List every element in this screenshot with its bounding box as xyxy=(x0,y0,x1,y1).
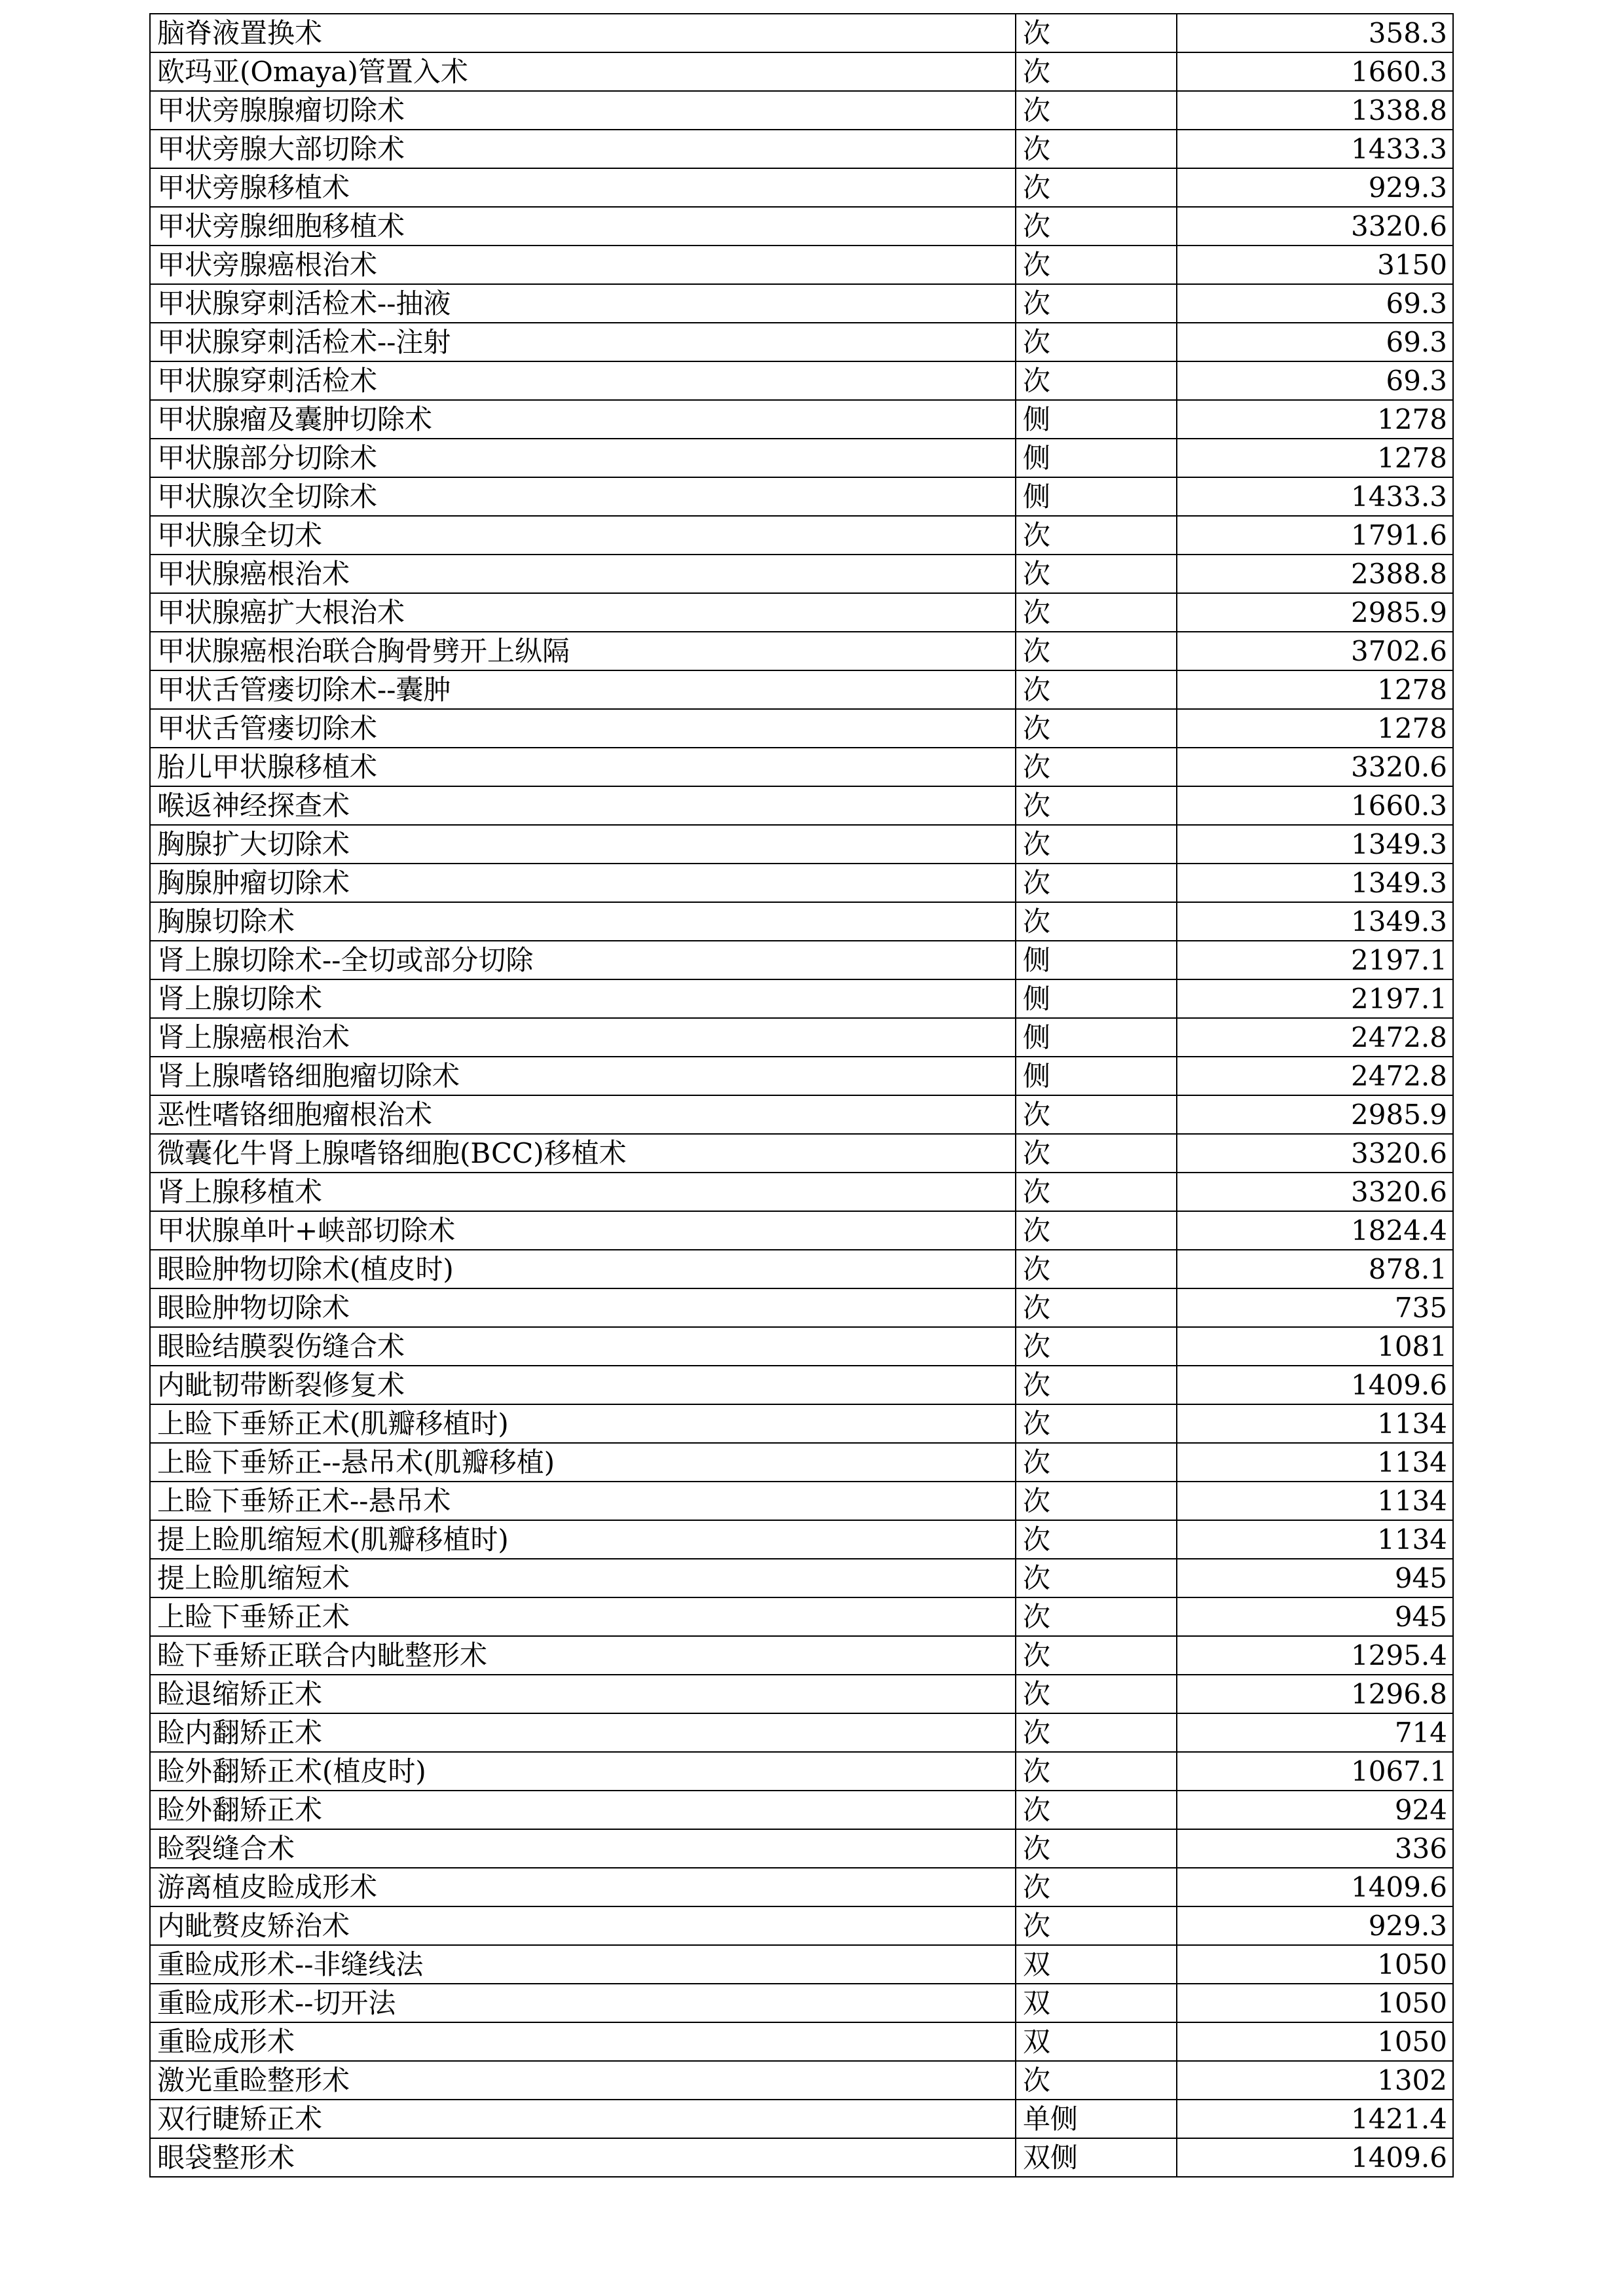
procedure-name-cell: 恶性嗜铬细胞瘤根治术 xyxy=(150,1095,1016,1134)
unit-cell: 次 xyxy=(1016,1173,1177,1211)
table-row xyxy=(150,555,1453,593)
procedure-name-cell: 重睑成形术--切开法 xyxy=(150,1984,1016,2022)
unit-cell: 次 xyxy=(1016,52,1177,91)
price-cell: 3150 xyxy=(1177,246,1453,284)
unit-cell: 侧 xyxy=(1016,439,1177,477)
table-row xyxy=(150,786,1453,825)
table-row xyxy=(150,1366,1453,1404)
procedure-name-cell: 睑外翻矫正术(植皮时) xyxy=(150,1752,1016,1791)
procedure-name-cell: 眼睑结膜裂伤缝合术 xyxy=(150,1327,1016,1366)
procedure-name-cell: 眼袋整形术 xyxy=(150,2138,1016,2177)
procedure-name-cell: 睑裂缝合术 xyxy=(150,1829,1016,1868)
table-row xyxy=(150,670,1453,709)
procedure-name-cell: 睑下垂矫正联合内眦整形术 xyxy=(150,1636,1016,1675)
unit-cell: 双侧 xyxy=(1016,2138,1177,2177)
price-cell: 1134 xyxy=(1177,1443,1453,1482)
table-row xyxy=(150,1057,1453,1095)
procedure-name-cell: 甲状腺部分切除术 xyxy=(150,439,1016,477)
price-cell: 1409.6 xyxy=(1177,1366,1453,1404)
procedure-name-cell: 欧玛亚(Omaya)管置入术 xyxy=(150,52,1016,91)
unit-cell: 次 xyxy=(1016,709,1177,748)
procedure-name-cell: 胎儿甲状腺移植术 xyxy=(150,748,1016,786)
unit-cell: 次 xyxy=(1016,902,1177,941)
price-cell: 1296.8 xyxy=(1177,1675,1453,1713)
unit-cell: 次 xyxy=(1016,1482,1177,1520)
unit-cell: 次 xyxy=(1016,207,1177,246)
unit-cell: 次 xyxy=(1016,748,1177,786)
procedure-name-cell: 肾上腺移植术 xyxy=(150,1173,1016,1211)
table-row xyxy=(150,207,1453,246)
procedure-name-cell: 重睑成形术--非缝线法 xyxy=(150,1945,1016,1984)
procedure-name-cell: 上睑下垂矫正术(肌瓣移植时) xyxy=(150,1404,1016,1443)
table-row xyxy=(150,1675,1453,1713)
unit-cell: 次 xyxy=(1016,670,1177,709)
table-row xyxy=(150,361,1453,400)
procedure-name-cell: 激光重睑整形术 xyxy=(150,2061,1016,2100)
procedure-name-cell: 甲状腺单叶+峡部切除术 xyxy=(150,1211,1016,1250)
price-cell: 1349.3 xyxy=(1177,864,1453,902)
unit-cell: 次 xyxy=(1016,516,1177,555)
price-cell: 1134 xyxy=(1177,1482,1453,1520)
table-row xyxy=(150,323,1453,361)
table-row xyxy=(150,477,1453,516)
procedure-name-cell: 甲状腺穿刺活检术 xyxy=(150,361,1016,400)
unit-cell: 侧 xyxy=(1016,979,1177,1018)
unit-cell: 次 xyxy=(1016,864,1177,902)
procedure-name-cell: 内眦赘皮矫治术 xyxy=(150,1906,1016,1945)
price-cell: 2985.9 xyxy=(1177,593,1453,632)
price-table xyxy=(149,13,1454,2178)
unit-cell: 次 xyxy=(1016,1520,1177,1559)
table-row xyxy=(150,593,1453,632)
price-cell: 1421.4 xyxy=(1177,2100,1453,2138)
price-cell: 1791.6 xyxy=(1177,516,1453,555)
table-row xyxy=(150,1404,1453,1443)
procedure-name-cell: 微囊化牛肾上腺嗜铬细胞(BCC)移植术 xyxy=(150,1134,1016,1173)
price-cell: 714 xyxy=(1177,1713,1453,1752)
table-row xyxy=(150,1984,1453,2022)
price-cell: 1278 xyxy=(1177,439,1453,477)
table-row xyxy=(150,632,1453,670)
unit-cell: 次 xyxy=(1016,130,1177,168)
price-cell: 69.3 xyxy=(1177,361,1453,400)
table-row xyxy=(150,1945,1453,1984)
table-row xyxy=(150,1327,1453,1366)
procedure-name-cell: 甲状舌管瘘切除术 xyxy=(150,709,1016,748)
table-row xyxy=(150,1211,1453,1250)
unit-cell: 次 xyxy=(1016,1597,1177,1636)
unit-cell: 次 xyxy=(1016,246,1177,284)
price-cell: 1433.3 xyxy=(1177,130,1453,168)
unit-cell: 次 xyxy=(1016,1906,1177,1945)
table-row xyxy=(150,246,1453,284)
unit-cell: 次 xyxy=(1016,284,1177,323)
procedure-name-cell: 甲状腺穿刺活检术--注射 xyxy=(150,323,1016,361)
price-cell: 924 xyxy=(1177,1791,1453,1829)
price-cell: 69.3 xyxy=(1177,323,1453,361)
procedure-name-cell: 游离植皮睑成形术 xyxy=(150,1868,1016,1906)
unit-cell: 次 xyxy=(1016,1404,1177,1443)
unit-cell: 双 xyxy=(1016,1945,1177,1984)
price-cell: 2472.8 xyxy=(1177,1018,1453,1057)
table-row xyxy=(150,1095,1453,1134)
unit-cell: 次 xyxy=(1016,1095,1177,1134)
unit-cell: 次 xyxy=(1016,14,1177,52)
unit-cell: 侧 xyxy=(1016,1018,1177,1057)
procedure-name-cell: 上睑下垂矫正术--悬吊术 xyxy=(150,1482,1016,1520)
price-cell: 1278 xyxy=(1177,670,1453,709)
table-row xyxy=(150,941,1453,979)
unit-cell: 次 xyxy=(1016,1791,1177,1829)
unit-cell: 次 xyxy=(1016,1636,1177,1675)
price-cell: 1067.1 xyxy=(1177,1752,1453,1791)
procedure-name-cell: 甲状旁腺移植术 xyxy=(150,168,1016,207)
unit-cell: 次 xyxy=(1016,361,1177,400)
price-cell: 1134 xyxy=(1177,1520,1453,1559)
price-cell: 3702.6 xyxy=(1177,632,1453,670)
unit-cell: 次 xyxy=(1016,1559,1177,1597)
unit-cell: 次 xyxy=(1016,323,1177,361)
procedure-name-cell: 甲状腺癌根治术 xyxy=(150,555,1016,593)
unit-cell: 次 xyxy=(1016,1675,1177,1713)
procedure-name-cell: 肾上腺切除术--全切或部分切除 xyxy=(150,941,1016,979)
table-row xyxy=(150,2100,1453,2138)
unit-cell: 次 xyxy=(1016,1868,1177,1906)
unit-cell: 次 xyxy=(1016,593,1177,632)
procedure-name-cell: 肾上腺嗜铬细胞瘤切除术 xyxy=(150,1057,1016,1095)
table-row xyxy=(150,1791,1453,1829)
unit-cell: 次 xyxy=(1016,1713,1177,1752)
procedure-name-cell: 胸腺肿瘤切除术 xyxy=(150,864,1016,902)
procedure-name-cell: 甲状腺瘤及囊肿切除术 xyxy=(150,400,1016,439)
price-table-body xyxy=(150,14,1453,2177)
procedure-name-cell: 眼睑肿物切除术(植皮时) xyxy=(150,1250,1016,1288)
procedure-name-cell: 甲状旁腺细胞移植术 xyxy=(150,207,1016,246)
price-cell: 1050 xyxy=(1177,2022,1453,2061)
table-row xyxy=(150,1018,1453,1057)
unit-cell: 次 xyxy=(1016,1327,1177,1366)
table-row xyxy=(150,1520,1453,1559)
unit-cell: 次 xyxy=(1016,1134,1177,1173)
table-row xyxy=(150,91,1453,130)
price-cell: 2197.1 xyxy=(1177,979,1453,1018)
table-row xyxy=(150,400,1453,439)
procedure-name-cell: 睑退缩矫正术 xyxy=(150,1675,1016,1713)
procedure-name-cell: 提上睑肌缩短术 xyxy=(150,1559,1016,1597)
table-row xyxy=(150,1134,1453,1173)
price-cell: 3320.6 xyxy=(1177,1134,1453,1173)
price-cell: 1278 xyxy=(1177,709,1453,748)
table-row xyxy=(150,864,1453,902)
price-cell: 1660.3 xyxy=(1177,52,1453,91)
procedure-name-cell: 重睑成形术 xyxy=(150,2022,1016,2061)
procedure-name-cell: 甲状腺癌扩大根治术 xyxy=(150,593,1016,632)
table-row xyxy=(150,168,1453,207)
procedure-name-cell: 甲状腺癌根治联合胸骨劈开上纵隔 xyxy=(150,632,1016,670)
procedure-name-cell: 胸腺切除术 xyxy=(150,902,1016,941)
table-row xyxy=(150,1636,1453,1675)
unit-cell: 次 xyxy=(1016,555,1177,593)
unit-cell: 次 xyxy=(1016,1752,1177,1791)
procedure-name-cell: 肾上腺切除术 xyxy=(150,979,1016,1018)
table-row xyxy=(150,825,1453,864)
price-cell: 2985.9 xyxy=(1177,1095,1453,1134)
table-row xyxy=(150,979,1453,1018)
unit-cell: 单侧 xyxy=(1016,2100,1177,2138)
unit-cell: 次 xyxy=(1016,632,1177,670)
table-row xyxy=(150,1713,1453,1752)
table-row xyxy=(150,130,1453,168)
price-cell: 1081 xyxy=(1177,1327,1453,1366)
procedure-name-cell: 睑外翻矫正术 xyxy=(150,1791,1016,1829)
table-row xyxy=(150,516,1453,555)
table-row xyxy=(150,748,1453,786)
table-row xyxy=(150,1597,1453,1636)
table-row xyxy=(150,1829,1453,1868)
procedure-name-cell: 喉返神经探查术 xyxy=(150,786,1016,825)
procedure-name-cell: 眼睑肿物切除术 xyxy=(150,1288,1016,1327)
unit-cell: 次 xyxy=(1016,1443,1177,1482)
procedure-name-cell: 甲状旁腺大部切除术 xyxy=(150,130,1016,168)
unit-cell: 侧 xyxy=(1016,400,1177,439)
procedure-name-cell: 甲状舌管瘘切除术--囊肿 xyxy=(150,670,1016,709)
table-row xyxy=(150,2022,1453,2061)
procedure-name-cell: 上睑下垂矫正--悬吊术(肌瓣移植) xyxy=(150,1443,1016,1482)
unit-cell: 次 xyxy=(1016,825,1177,864)
price-cell: 1050 xyxy=(1177,1984,1453,2022)
table-row xyxy=(150,1288,1453,1327)
procedure-name-cell: 甲状腺全切术 xyxy=(150,516,1016,555)
price-cell: 1302 xyxy=(1177,2061,1453,2100)
price-cell: 1278 xyxy=(1177,400,1453,439)
table-row xyxy=(150,14,1453,52)
procedure-name-cell: 甲状旁腺癌根治术 xyxy=(150,246,1016,284)
procedure-name-cell: 甲状腺次全切除术 xyxy=(150,477,1016,516)
unit-cell: 次 xyxy=(1016,2061,1177,2100)
unit-cell: 次 xyxy=(1016,1829,1177,1868)
price-cell: 1824.4 xyxy=(1177,1211,1453,1250)
unit-cell: 次 xyxy=(1016,1366,1177,1404)
unit-cell: 次 xyxy=(1016,786,1177,825)
unit-cell: 双 xyxy=(1016,1984,1177,2022)
price-cell: 1349.3 xyxy=(1177,902,1453,941)
price-cell: 358.3 xyxy=(1177,14,1453,52)
price-cell: 929.3 xyxy=(1177,168,1453,207)
procedure-name-cell: 提上睑肌缩短术(肌瓣移植时) xyxy=(150,1520,1016,1559)
price-cell: 1409.6 xyxy=(1177,1868,1453,1906)
table-row xyxy=(150,1250,1453,1288)
procedure-name-cell: 胸腺扩大切除术 xyxy=(150,825,1016,864)
unit-cell: 侧 xyxy=(1016,1057,1177,1095)
unit-cell: 侧 xyxy=(1016,941,1177,979)
unit-cell: 次 xyxy=(1016,1250,1177,1288)
table-row xyxy=(150,439,1453,477)
table-row xyxy=(150,1752,1453,1791)
table-row xyxy=(150,2138,1453,2177)
table-row xyxy=(150,709,1453,748)
table-row xyxy=(150,1868,1453,1906)
price-cell: 336 xyxy=(1177,1829,1453,1868)
price-cell: 929.3 xyxy=(1177,1906,1453,1945)
price-cell: 69.3 xyxy=(1177,284,1453,323)
table-row xyxy=(150,2061,1453,2100)
table-row xyxy=(150,1559,1453,1597)
price-cell: 945 xyxy=(1177,1597,1453,1636)
price-cell: 3320.6 xyxy=(1177,207,1453,246)
price-cell: 1409.6 xyxy=(1177,2138,1453,2177)
procedure-name-cell: 睑内翻矫正术 xyxy=(150,1713,1016,1752)
unit-cell: 次 xyxy=(1016,91,1177,130)
price-cell: 2388.8 xyxy=(1177,555,1453,593)
price-cell: 2197.1 xyxy=(1177,941,1453,979)
procedure-name-cell: 上睑下垂矫正术 xyxy=(150,1597,1016,1636)
procedure-name-cell: 脑脊液置换术 xyxy=(150,14,1016,52)
table-row xyxy=(150,1906,1453,1945)
price-cell: 1349.3 xyxy=(1177,825,1453,864)
unit-cell: 次 xyxy=(1016,1211,1177,1250)
procedure-name-cell: 甲状旁腺腺瘤切除术 xyxy=(150,91,1016,130)
table-row xyxy=(150,284,1453,323)
procedure-name-cell: 甲状腺穿刺活检术--抽液 xyxy=(150,284,1016,323)
procedure-name-cell: 内眦韧带断裂修复术 xyxy=(150,1366,1016,1404)
table-row xyxy=(150,52,1453,91)
price-cell: 1660.3 xyxy=(1177,786,1453,825)
unit-cell: 次 xyxy=(1016,1288,1177,1327)
procedure-name-cell: 肾上腺癌根治术 xyxy=(150,1018,1016,1057)
price-cell: 3320.6 xyxy=(1177,748,1453,786)
price-cell: 878.1 xyxy=(1177,1250,1453,1288)
unit-cell: 次 xyxy=(1016,168,1177,207)
table-row xyxy=(150,1443,1453,1482)
price-cell: 945 xyxy=(1177,1559,1453,1597)
table-row xyxy=(150,1482,1453,1520)
table-row xyxy=(150,902,1453,941)
price-cell: 3320.6 xyxy=(1177,1173,1453,1211)
price-cell: 1338.8 xyxy=(1177,91,1453,130)
table-row xyxy=(150,1173,1453,1211)
unit-cell: 侧 xyxy=(1016,477,1177,516)
price-cell: 2472.8 xyxy=(1177,1057,1453,1095)
price-cell: 1295.4 xyxy=(1177,1636,1453,1675)
price-cell: 1433.3 xyxy=(1177,477,1453,516)
price-cell: 1134 xyxy=(1177,1404,1453,1443)
procedure-name-cell: 双行睫矫正术 xyxy=(150,2100,1016,2138)
price-cell: 1050 xyxy=(1177,1945,1453,1984)
unit-cell: 双 xyxy=(1016,2022,1177,2061)
price-cell: 735 xyxy=(1177,1288,1453,1327)
